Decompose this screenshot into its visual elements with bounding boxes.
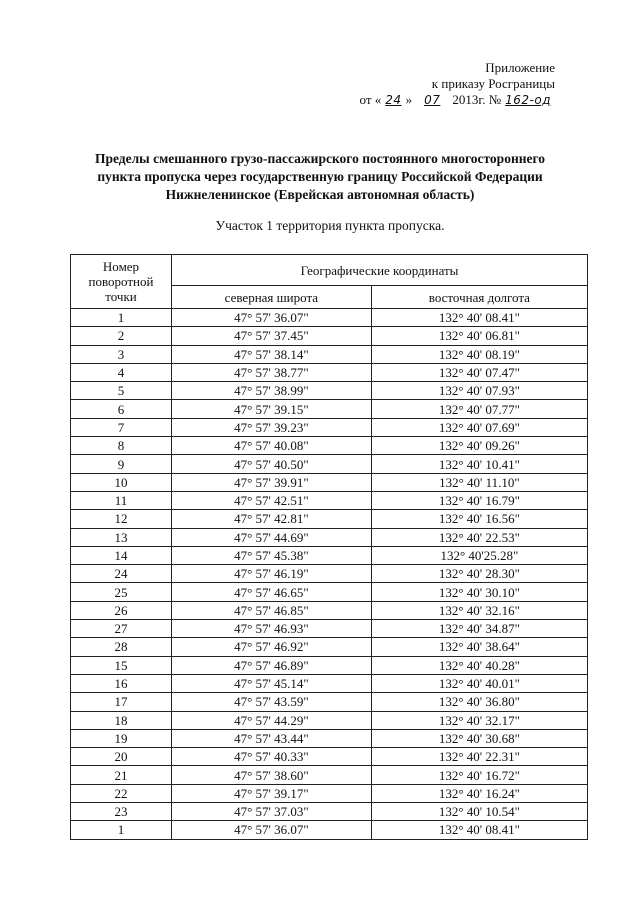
order-day: 24	[385, 93, 402, 107]
section-subtitle: Участок 1 территория пункта пропуска.	[215, 218, 445, 233]
point-number-cell: 5	[71, 382, 172, 400]
table-row	[71, 674, 588, 692]
longitude-cell: 132° 40' 07.47"	[371, 363, 587, 381]
table-row	[71, 309, 588, 327]
order-date-line	[315, 92, 555, 108]
latitude-cell: 47° 57' 43.59"	[172, 693, 372, 711]
point-number-cell: 28	[71, 638, 172, 656]
table-row	[71, 528, 588, 546]
table-row	[71, 766, 588, 784]
order-year: 2013	[452, 92, 479, 107]
point-number-cell: 23	[71, 803, 172, 821]
latitude-cell: 47° 57' 40.50"	[172, 455, 372, 473]
longitude-cell: 132° 40' 08.41"	[371, 821, 587, 839]
order-number: 162-од	[505, 93, 551, 107]
latitude-cell: 47° 57' 46.89"	[172, 656, 372, 674]
point-number-cell: 15	[71, 656, 172, 674]
longitude-cell: 132° 40' 10.54"	[371, 803, 587, 821]
table-row	[71, 491, 588, 509]
longitude-cell: 132° 40' 16.56"	[371, 510, 587, 528]
latitude-cell: 47° 57' 42.81"	[172, 510, 372, 528]
table-row	[71, 656, 588, 674]
point-number-cell: 3	[71, 345, 172, 363]
longitude-cell: 132° 40' 16.79"	[371, 491, 587, 509]
point-number-cell: 11	[71, 491, 172, 509]
table-row	[71, 473, 588, 491]
table-row	[71, 711, 588, 729]
longitude-cell: 132° 40' 22.53"	[371, 528, 587, 546]
point-number-cell: 17	[71, 693, 172, 711]
latitude-cell: 47° 57' 46.85"	[172, 601, 372, 619]
table-row	[71, 455, 588, 473]
longitude-cell: 132° 40' 32.16"	[371, 601, 587, 619]
table-row	[71, 803, 588, 821]
longitude-cell: 132° 40' 32.17"	[371, 711, 587, 729]
latitude-cell: 47° 57' 39.91"	[172, 473, 372, 491]
longitude-cell: 132° 40' 07.93"	[371, 382, 587, 400]
latitude-cell: 47° 57' 44.69"	[172, 528, 372, 546]
table-row	[71, 620, 588, 638]
appendix-label: Приложение	[485, 60, 555, 75]
table-row	[71, 784, 588, 802]
latitude-cell: 47° 57' 40.08"	[172, 437, 372, 455]
point-number-cell: 20	[71, 748, 172, 766]
point-number-cell: 14	[71, 546, 172, 564]
longitude-cell: 132° 40' 40.28"	[371, 656, 587, 674]
latitude-cell: 47° 57' 36.07"	[172, 309, 372, 327]
header-latitude: северная широта	[172, 286, 372, 309]
point-number-cell: 13	[71, 528, 172, 546]
latitude-cell: 47° 57' 38.60"	[172, 766, 372, 784]
latitude-cell: 47° 57' 43.44"	[172, 729, 372, 747]
longitude-cell: 132° 40' 30.10"	[371, 583, 587, 601]
table-row	[71, 546, 588, 564]
longitude-cell: 132° 40' 10.41"	[371, 455, 587, 473]
longitude-cell: 132° 40' 28.30"	[371, 565, 587, 583]
longitude-cell: 132° 40' 22.31"	[371, 748, 587, 766]
table-row	[71, 345, 588, 363]
longitude-cell: 132° 40' 09.26"	[371, 437, 587, 455]
table-row	[71, 327, 588, 345]
latitude-cell: 47° 57' 39.23"	[172, 418, 372, 436]
table-row	[71, 510, 588, 528]
header-geo-coordinates: Географические координаты	[172, 255, 588, 286]
date-prefix: от «	[359, 92, 382, 107]
point-number-cell: 9	[71, 455, 172, 473]
table-row	[71, 437, 588, 455]
header-point-number-line-3: точки	[105, 289, 137, 304]
point-number-cell: 7	[71, 418, 172, 436]
latitude-cell: 47° 57' 46.92"	[172, 638, 372, 656]
point-number-cell: 25	[71, 583, 172, 601]
latitude-cell: 47° 57' 42.51"	[172, 491, 372, 509]
coordinates-table	[70, 254, 588, 840]
longitude-cell: 132° 40' 36.80"	[371, 693, 587, 711]
longitude-cell: 132° 40' 06.81"	[371, 327, 587, 345]
header-point-number	[71, 255, 172, 309]
table-row	[71, 583, 588, 601]
point-number-cell: 18	[71, 711, 172, 729]
latitude-cell: 47° 57' 40.33"	[172, 748, 372, 766]
latitude-cell: 47° 57' 38.77"	[172, 363, 372, 381]
point-number-cell: 10	[71, 473, 172, 491]
point-number-cell: 27	[71, 620, 172, 638]
point-number-cell: 21	[71, 766, 172, 784]
latitude-cell: 47° 57' 39.17"	[172, 784, 372, 802]
document-title	[60, 150, 580, 204]
table-row	[71, 821, 588, 839]
longitude-cell: 132° 40' 07.69"	[371, 418, 587, 436]
longitude-cell: 132° 40' 07.77"	[371, 400, 587, 418]
latitude-cell: 47° 57' 46.19"	[172, 565, 372, 583]
latitude-cell: 47° 57' 44.29"	[172, 711, 372, 729]
latitude-cell: 47° 57' 45.38"	[172, 546, 372, 564]
table-row	[71, 638, 588, 656]
longitude-cell: 132° 40' 08.41"	[371, 309, 587, 327]
order-month: 07	[424, 93, 441, 107]
title-line-2: пункта пропуска через государственную границу Российской Федерации	[97, 169, 543, 184]
longitude-cell: 132° 40'25.28"	[371, 546, 587, 564]
point-number-cell: 1	[71, 821, 172, 839]
title-line-1: Пределы смешанного грузо-пассажирского постоянного многостороннего	[94, 151, 546, 166]
latitude-cell: 47° 57' 36.07"	[172, 821, 372, 839]
longitude-cell: 132° 40' 38.64"	[371, 638, 587, 656]
point-number-cell: 24	[71, 565, 172, 583]
longitude-cell: 132° 40' 30.68"	[371, 729, 587, 747]
point-number-cell: 26	[71, 601, 172, 619]
point-number-cell: 22	[71, 784, 172, 802]
header-longitude: восточная долгота	[371, 286, 587, 309]
longitude-cell: 132° 40' 16.72"	[371, 766, 587, 784]
longitude-cell: 132° 40' 16.24"	[371, 784, 587, 802]
appendix-header	[315, 60, 555, 108]
date-day-close: »	[405, 92, 413, 107]
point-number-cell: 8	[71, 437, 172, 455]
year-suffix: г. №	[478, 92, 502, 107]
header-point-number-line-2: поворотной	[88, 274, 154, 289]
header-point-number-line-1: Номер	[102, 259, 140, 274]
longitude-cell: 132° 40' 08.19"	[371, 345, 587, 363]
title-line-3: Нижнеленинское (Еврейская автономная область)	[165, 187, 475, 202]
latitude-cell: 47° 57' 38.14"	[172, 345, 372, 363]
coordinates-body	[71, 309, 588, 840]
point-number-cell: 1	[71, 309, 172, 327]
point-number-cell: 4	[71, 363, 172, 381]
table-row	[71, 565, 588, 583]
order-label: к приказу Росграницы	[431, 76, 555, 91]
point-number-cell: 19	[71, 729, 172, 747]
latitude-cell: 47° 57' 37.03"	[172, 803, 372, 821]
point-number-cell: 6	[71, 400, 172, 418]
latitude-cell: 47° 57' 39.15"	[172, 400, 372, 418]
table-row	[71, 693, 588, 711]
latitude-cell: 47° 57' 46.65"	[172, 583, 372, 601]
table-row	[71, 748, 588, 766]
point-number-cell: 16	[71, 674, 172, 692]
table-row	[71, 400, 588, 418]
latitude-cell: 47° 57' 37.45"	[172, 327, 372, 345]
longitude-cell: 132° 40' 11.10"	[371, 473, 587, 491]
point-number-cell: 2	[71, 327, 172, 345]
table-row	[71, 418, 588, 436]
table-row	[71, 382, 588, 400]
latitude-cell: 47° 57' 45.14"	[172, 674, 372, 692]
table-row	[71, 729, 588, 747]
point-number-cell: 12	[71, 510, 172, 528]
latitude-cell: 47° 57' 38.99"	[172, 382, 372, 400]
latitude-cell: 47° 57' 46.93"	[172, 620, 372, 638]
longitude-cell: 132° 40' 34.87"	[371, 620, 587, 638]
longitude-cell: 132° 40' 40.01"	[371, 674, 587, 692]
table-row	[71, 601, 588, 619]
table-row	[71, 363, 588, 381]
